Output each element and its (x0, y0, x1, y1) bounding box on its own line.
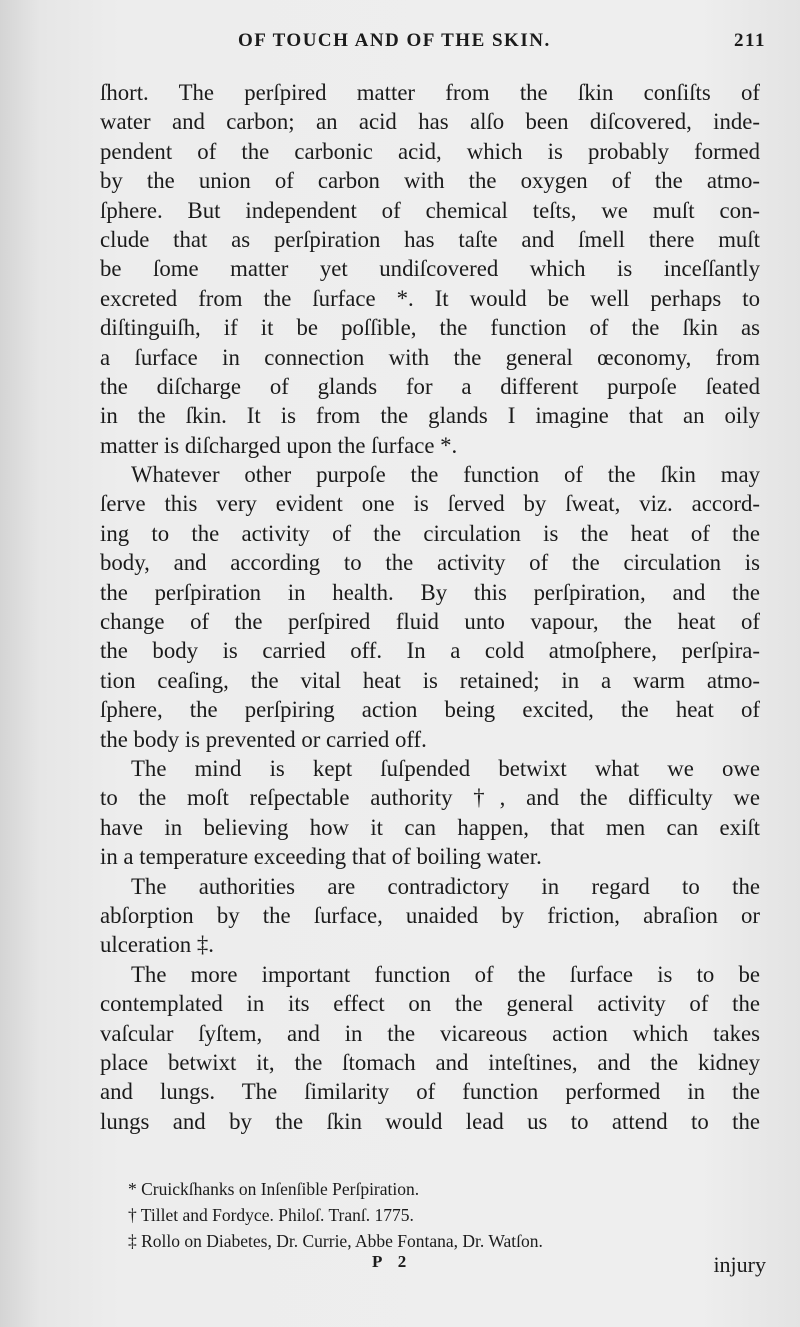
text-line: change of the perſpired fluid unto vapour, the heat of (100, 609, 760, 635)
text-line: and lungs. The ſimilarity of function performed in the (100, 1079, 760, 1105)
text-line: ulceration ‡. (100, 932, 214, 958)
text-line: excreted from the ſurface *. It would be well perhaps to (100, 285, 760, 311)
text-line: ſphere, the perſpiring action being excited, the heat of (100, 697, 760, 723)
text-line: matter is diſcharged upon the ſurface *. (100, 432, 458, 458)
page-number: 211 (734, 30, 766, 51)
text-line: have in believing how it can happen, that men can exiſt (100, 814, 760, 840)
text-line: tion ceaſing, the vital heat is retained; in a warm atmo- (100, 667, 760, 693)
text-line: lungs and by the ſkin would lead us to attend to the (100, 1108, 760, 1134)
text-line: a ſurface in connection with the general œconomy, from (100, 344, 760, 370)
text-line: diſtinguiſh, if it be poſſible, the function of the ſkin as (100, 315, 760, 341)
text-line: ſerve this very evident one is ſerved by ſweat, viz. accord- (100, 491, 760, 517)
text-line: The more important function of the ſurface is to be (131, 961, 760, 987)
text-line: be ſome matter yet undiſcovered which is inceſſantly (100, 256, 760, 282)
text-line: The authorities are contradictory in regard to the (131, 873, 760, 899)
catchword: injury (713, 1252, 766, 1277)
footnote-1: * Cruickſhanks on Inſenſible Perſpiration. (128, 1179, 420, 1199)
text-line: ing to the activity of the circulation is the heat of the (100, 520, 760, 546)
footnote-3: ‡ Rollo on Diabetes, Dr. Currie, Abbe Fontana, Dr. Watſon. (128, 1231, 543, 1251)
text-line: vaſcular ſyſtem, and in the vicareous action which takes (100, 1020, 760, 1046)
text-line: in a temperature exceeding that of boiling water. (100, 844, 542, 870)
running-title: OF TOUCH AND OF THE SKIN. (238, 30, 551, 51)
signature-mark: P 2 (372, 1252, 413, 1271)
text-line: pendent of the carbonic acid, which is probably formed (100, 138, 760, 164)
text-line: water and carbon; an acid has alſo been diſcovered, inde- (100, 109, 760, 135)
text-line: the body is prevented or carried off. (100, 726, 427, 752)
text-line: the body is carried off. In a cold atmoſphere, perſpira- (100, 638, 760, 664)
text-line: ſhort. The perſpired matter from the ſkin conſiſts of (100, 80, 760, 105)
text-line: by the union of carbon with the oxygen of the atmo- (100, 168, 760, 194)
footnotes (128, 1176, 758, 1254)
text-line: in the ſkin. It is from the glands I imagine that an oily (100, 403, 760, 429)
text-line: body, and according to the activity of the circulation is (100, 550, 760, 576)
text-line: abſorption by the ſurface, unaided by friction, abraſion or (100, 902, 760, 928)
text-line: clude that as perſpiration has taſte and ſmell there muſt (100, 226, 760, 252)
footnote-2: † Tillet and Fordyce. Philoſ. Tranſ. 1775. (128, 1205, 414, 1225)
text-line: place betwixt it, the ſtomach and inteſtines, and the kidney (100, 1049, 760, 1075)
page-foot (100, 1252, 766, 1282)
text-line: Whatever other purpoſe the function of the ſkin may (131, 462, 760, 488)
text-line: The mind is kept ſuſpended betwixt what we owe (131, 755, 760, 781)
text-line: ſphere. But independent of chemical teſts, we muſt con- (100, 197, 760, 223)
text-line: contemplated in its effect on the general activity of the (100, 991, 760, 1017)
text-line: to the moſt reſpectable authority †, and the difficulty we (100, 785, 760, 811)
text-line: the perſpiration in health. By this perſpiration, and the (100, 579, 760, 605)
body-text (100, 78, 760, 1136)
text-line: the diſcharge of glands for a different purpoſe ſeated (100, 373, 760, 399)
